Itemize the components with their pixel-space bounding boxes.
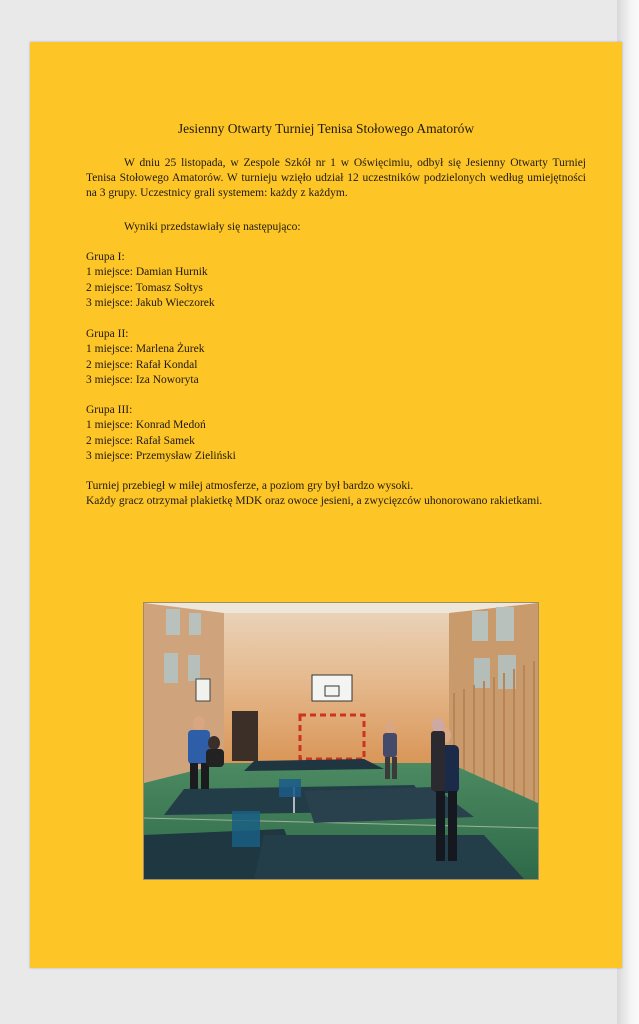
place-1: 1 miejsce: Damian Hurnik xyxy=(86,266,208,279)
place-2: 2 miejsce: Rafał Samek xyxy=(86,434,195,447)
closing-paragraph xyxy=(86,479,586,509)
group-3 xyxy=(86,403,236,464)
place-3: 3 miejsce: Przemysław Zieliński xyxy=(86,449,236,462)
group-heading: Grupa II: xyxy=(86,328,129,340)
tournament-photo xyxy=(143,602,539,880)
group-2 xyxy=(86,327,204,388)
place-2: 2 miejsce: Rafał Kondal xyxy=(86,358,198,371)
closing-line-2: Każdy gracz otrzymał plakietkę MDK oraz owoce jesieni, a zwycięzców uhonorowano rakietkami. xyxy=(86,495,543,507)
yellow-sheet xyxy=(30,42,622,968)
place-3: 3 miejsce: Iza Noworyta xyxy=(86,373,199,386)
group-heading: Grupa III: xyxy=(86,404,133,416)
group-1 xyxy=(86,250,215,311)
place-2: 2 miejsce: Tomasz Sołtys xyxy=(86,281,203,294)
document-title: Jesienny Otwarty Turniej Tenisa Stołowego Amatorów xyxy=(177,121,475,136)
place-1: 1 miejsce: Konrad Medoń xyxy=(86,419,206,432)
place-3: 3 miejsce: Jakub Wieczorek xyxy=(86,296,215,309)
intro-paragraph: W dniu 25 listopada, w Zespole Szkół nr 1 w Oświęcimiu, odbył się Jesienny Otwarty Turniej Tenisa Stołowego Amatorów. W turnieju wzięło udział 12 uczestników podzielonych według umiejętności na 3 grupy. Uczestnicy grali systemem: każdy z każdym. xyxy=(86,157,586,199)
group-heading: Grupa I: xyxy=(86,251,125,263)
place-1: 1 miejsce: Marlena Żurek xyxy=(86,343,205,356)
closing-line-1: Turniej przebiegł w miłej atmosferze, a poziom gry był bardzo wysoki. xyxy=(86,480,414,492)
results-intro: Wyniki przedstawiały się następująco: xyxy=(124,221,301,233)
